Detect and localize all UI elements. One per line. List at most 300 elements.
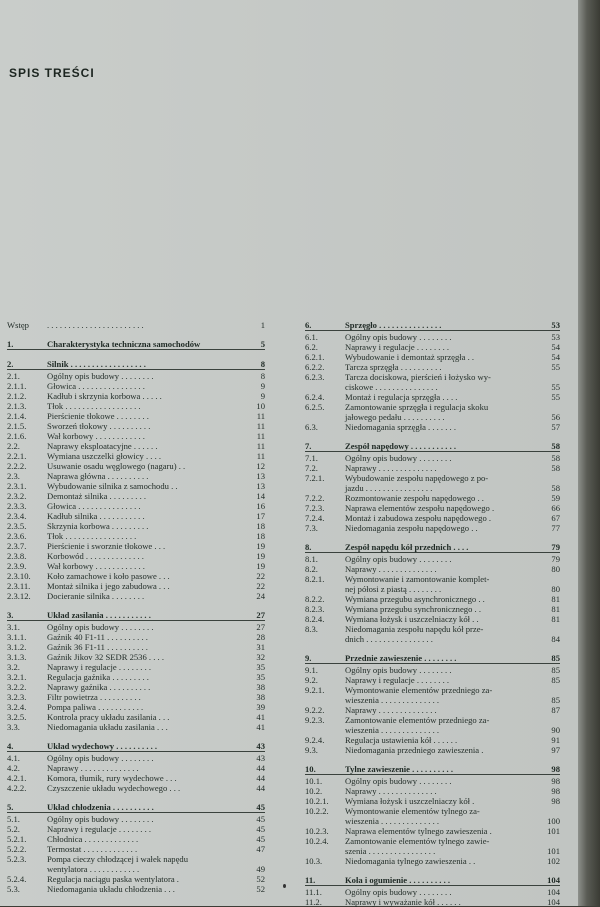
toc-entry-page: 11 — [256, 431, 265, 441]
toc-entry-page: 79 — [551, 554, 560, 564]
toc-entry — [7, 481, 265, 491]
toc-entry — [7, 461, 265, 471]
toc-entry — [7, 591, 265, 601]
toc-entry-title: Naprawy . . . . . . . . . . . . . . — [345, 463, 437, 473]
toc-entry-page: 45 — [256, 814, 265, 824]
toc-entry-title: Naprawy . . . . . . . . . . . . . . — [345, 564, 437, 574]
toc-entry — [305, 392, 560, 402]
toc-right-column — [305, 320, 560, 907]
toc-entry-number: 7.2.3. — [305, 503, 325, 513]
toc-entry-page: 101 — [547, 826, 560, 836]
toc-entry — [7, 814, 265, 824]
toc-entry-number: 2.3.8. — [7, 551, 27, 561]
toc-entry-title: Zamontowanie elementów tylnego zawie- — [345, 836, 490, 846]
toc-entry-title: Demontaż silnika . . . . . . . . . — [47, 491, 147, 501]
toc-entry — [7, 622, 265, 632]
toc-entry-title: Niedomagania układu chłodzenia . . . — [47, 884, 175, 894]
toc-entry-title: Naprawa elementów tylnego zawieszenia . — [345, 826, 492, 836]
toc-entry-page: 9 — [260, 391, 265, 401]
section-rule — [7, 751, 265, 752]
toc-entry — [305, 362, 560, 372]
toc-entry-page: 18 — [256, 531, 265, 541]
toc-entry-title: Skrzynia korbowa . . . . . . . . . — [47, 521, 149, 531]
toc-entry-title: Pompa paliwa . . . . . . . . . . . — [47, 702, 144, 712]
toc-entry-title: . . . . . . . . . . . . . . . . . . . . . . . — [47, 320, 144, 330]
toc-entry-page: 59 — [551, 493, 560, 503]
toc-entry-number: 2.2.1. — [7, 451, 27, 461]
toc-entry-title: Naprawy i regulacje . . . . . . . . — [345, 342, 450, 352]
toc-entry-number: 6.2.3. — [305, 372, 325, 382]
toc-entry-number: 4. — [7, 741, 14, 751]
toc-entry-title: Zamontowanie elementów przedniego za- — [345, 715, 490, 725]
toc-entry-page: 101 — [547, 846, 560, 856]
toc-entry — [7, 511, 265, 521]
toc-entry-number: 2.3.12. — [7, 591, 31, 601]
toc-entry-page: 104 — [547, 897, 560, 907]
toc-entry-page: 8 — [260, 371, 265, 381]
toc-entry — [7, 844, 265, 854]
toc-entry-page: 104 — [547, 875, 560, 885]
toc-entry-page: 10 — [256, 401, 265, 411]
toc-entry-number: 2.3.10. — [7, 571, 31, 581]
toc-entry — [305, 786, 560, 796]
toc-entry-title: Niedomagania sprzęgła . . . . . . . — [345, 422, 456, 432]
toc-entry-number: 10.2.2. — [305, 806, 329, 816]
toc-entry — [305, 503, 560, 513]
section-rule — [7, 349, 265, 350]
toc-entry-title: wieszenia . . . . . . . . . . . . . . — [345, 725, 440, 735]
toc-entry-title: Sprzęgło . . . . . . . . . . . . . . . — [345, 320, 442, 330]
toc-entry-number: 8.3. — [305, 624, 318, 634]
section-rule — [7, 620, 265, 621]
toc-entry-page: 80 — [551, 564, 560, 574]
toc-entry-title: Regulacja naciągu paska wentylatora . — [47, 874, 179, 884]
toc-entry-number: 4.2. — [7, 763, 20, 773]
toc-entry-number: 3.2.5. — [7, 712, 27, 722]
toc-entry-title: Naprawy gaźnika . . . . . . . . . . — [47, 682, 151, 692]
toc-entry-page: 19 — [256, 551, 265, 561]
toc-section-heading — [305, 542, 560, 552]
toc-entry — [7, 753, 265, 763]
toc-entry-page: 41 — [256, 722, 265, 732]
toc-entry-number: 9.2. — [305, 675, 318, 685]
toc-entry-title: Czyszczenie układu wydechowego . . . — [47, 783, 181, 793]
toc-entry-page: 56 — [551, 412, 560, 422]
toc-entry-number: 2.3.2. — [7, 491, 27, 501]
toc-entry-number: 6.2. — [305, 342, 318, 352]
toc-entry-page: 14 — [256, 491, 265, 501]
toc-entry-title: Wymiana przegubu asynchronicznego . . — [345, 594, 485, 604]
toc-entry — [7, 874, 265, 884]
toc-entry-page: 85 — [551, 653, 560, 663]
toc-entry-title: Wymiana uszczelki głowicy . . . . — [47, 451, 162, 461]
toc-entry-page: 28 — [256, 632, 265, 642]
toc-entry-title: Filtr powietrza . . . . . . . . . . — [47, 692, 141, 702]
toc-entry — [305, 453, 560, 463]
toc-entry-number: 10.2.1. — [305, 796, 329, 806]
toc-entry — [305, 372, 560, 382]
toc-entry-title: Ogólny opis budowy . . . . . . . . — [345, 887, 452, 897]
toc-entry — [305, 473, 560, 483]
toc-entry-page: 43 — [256, 753, 265, 763]
toc-entry — [7, 632, 265, 642]
toc-entry-title: Naprawy . . . . . . . . . . . . . . — [47, 763, 139, 773]
toc-entry — [7, 864, 265, 874]
toc-entry-title: Koła i ogumienie . . . . . . . . . . — [345, 875, 451, 885]
toc-entry-number: 2. — [7, 359, 14, 369]
toc-entry — [7, 561, 265, 571]
toc-entry — [305, 554, 560, 564]
toc-entry-title: Przednie zawieszenie . . . . . . . . — [345, 653, 457, 663]
toc-entry-page: 54 — [551, 342, 560, 352]
toc-entry-number: 11. — [305, 875, 316, 885]
toc-entry — [305, 352, 560, 362]
toc-entry — [305, 725, 560, 735]
toc-entry-number: 9.2.3. — [305, 715, 325, 725]
toc-section-heading — [305, 320, 560, 330]
toc-entry-number: 7.2. — [305, 463, 318, 473]
toc-entry-number: 3.2.3. — [7, 692, 27, 702]
toc-entry-title: Niedomagania zespołu napędowego . . — [345, 523, 478, 533]
toc-entry-title: Regulacja gaźnika . . . . . . . . . — [47, 672, 149, 682]
toc-entry-title: Tarcza sprzęgła . . . . . . . . . . — [345, 362, 442, 372]
toc-entry-title: Kontrola pracy układu zasilania . . . — [47, 712, 170, 722]
toc-entry — [305, 846, 560, 856]
toc-entry-number: 7.3. — [305, 523, 318, 533]
toc-entry-page: 80 — [551, 584, 560, 594]
toc-entry-title: ciskowe . . . . . . . . . . . . . . . — [345, 382, 438, 392]
toc-left-column — [7, 320, 265, 894]
toc-entry-title: Zespół napędowy . . . . . . . . . . . — [345, 441, 457, 451]
toc-entry-page: 11 — [256, 451, 265, 461]
toc-entry-title: Głowica . . . . . . . . . . . . . . . . — [47, 381, 145, 391]
toc-entry-title: Sworzeń tłokowy . . . . . . . . . . — [47, 421, 151, 431]
toc-entry-page: 98 — [551, 776, 560, 786]
toc-entry-title: Ogólny opis budowy . . . . . . . . — [47, 814, 154, 824]
toc-entry-title: Naprawy i regulacje . . . . . . . . — [47, 662, 152, 672]
toc-entry-number: 2.1.1. — [7, 381, 27, 391]
toc-entry-page: 39 — [256, 702, 265, 712]
toc-entry-page: 98 — [551, 764, 560, 774]
toc-entry-page: 45 — [256, 824, 265, 834]
toc-entry-title: Głowica . . . . . . . . . . . . . . . — [47, 501, 141, 511]
toc-entry-number: 8.2.4. — [305, 614, 325, 624]
toc-entry-title: Ogólny opis budowy . . . . . . . . — [345, 665, 452, 675]
toc-entry — [305, 604, 560, 614]
section-rule — [305, 552, 560, 553]
toc-entry — [7, 652, 265, 662]
toc-entry — [305, 826, 560, 836]
toc-entry-number: 10.1. — [305, 776, 323, 786]
toc-entry-title: Gaźnik 36 F1-11 . . . . . . . . . . — [47, 642, 148, 652]
toc-entry — [305, 634, 560, 644]
toc-entry — [7, 783, 265, 793]
toc-entry — [7, 381, 265, 391]
toc-entry-title: Docieranie silnika . . . . . . . . — [47, 591, 145, 601]
toc-entry-number: 3.1. — [7, 622, 20, 632]
toc-entry-title: Naprawy eksploatacyjne . . . . . . — [47, 441, 158, 451]
toc-entry-page: 38 — [256, 692, 265, 702]
toc-section-heading — [305, 764, 560, 774]
toc-entry-page: 58 — [551, 483, 560, 493]
toc-entry-title: Niedomagania tylnego zawieszenia . . — [345, 856, 476, 866]
toc-entry-title: Wał korbowy . . . . . . . . . . . . — [47, 431, 145, 441]
toc-entry-title: Tłok . . . . . . . . . . . . . . . . . — [47, 531, 137, 541]
toc-entry-page: 11 — [256, 441, 265, 451]
toc-entry-number: 2.3.6. — [7, 531, 27, 541]
toc-entry-page: 32 — [256, 652, 265, 662]
toc-entry-title: Niedomagania przedniego zawieszenia . — [345, 745, 484, 755]
toc-entry-title: Silnik . . . . . . . . . . . . . . . . . . — [47, 359, 146, 369]
toc-entry — [7, 712, 265, 722]
toc-entry-page: 17 — [256, 511, 265, 521]
toc-entry-page: 1 — [260, 320, 265, 330]
toc-entry-title: wieszenia . . . . . . . . . . . . . . — [345, 816, 440, 826]
toc-entry-title: Pierścienie i sworznie tłokowe . . . — [47, 541, 166, 551]
toc-entry-title: Ogólny opis budowy . . . . . . . . — [345, 453, 452, 463]
toc-entry-number: 2.1. — [7, 371, 20, 381]
toc-entry-number: 5. — [7, 802, 14, 812]
toc-entry — [7, 581, 265, 591]
toc-entry — [305, 594, 560, 604]
toc-entry-page: 9 — [260, 381, 265, 391]
toc-entry-number: 9.2.4. — [305, 735, 325, 745]
toc-entry-title: Regulacja ustawienia kół . . . . . . — [345, 735, 458, 745]
section-rule — [305, 451, 560, 452]
toc-entry — [305, 836, 560, 846]
toc-entry — [7, 571, 265, 581]
toc-entry-number: 2.1.3. — [7, 401, 27, 411]
toc-entry-number: 3.1.1. — [7, 632, 27, 642]
toc-entry-title: Gaźnik Jikov 32 SEDR 2536 . . . . — [47, 652, 164, 662]
toc-entry-number: 2.3.7. — [7, 541, 27, 551]
toc-entry-page: 85 — [551, 665, 560, 675]
toc-entry-page: 77 — [551, 523, 560, 533]
toc-entry-page: 90 — [551, 725, 560, 735]
toc-entry — [305, 513, 560, 523]
toc-entry-page: 11 — [256, 421, 265, 431]
toc-entry — [305, 382, 560, 392]
toc-section-heading — [7, 610, 265, 620]
toc-entry-title: Wymiana łożysk i uszczelniaczy kół . . — [345, 614, 479, 624]
toc-entry-page: 53 — [551, 320, 560, 330]
toc-entry-title: nej półosi z piastą . . . . . . . . — [345, 584, 442, 594]
toc-entry-number: 2.3.1. — [7, 481, 27, 491]
toc-entry — [305, 685, 560, 695]
toc-entry — [305, 856, 560, 866]
section-rule — [305, 774, 560, 775]
toc-entry-title: Kadłub silnika . . . . . . . . . . . — [47, 511, 145, 521]
toc-entry-title: Montaż i zabudowa zespołu napędowego . — [345, 513, 492, 523]
toc-entry-title: Rozmontowanie zespołu napędowego . . — [345, 493, 484, 503]
toc-entry-title: Pierścienie tłokowe . . . . . . . . — [47, 411, 149, 421]
toc-entry-number: 6.3. — [305, 422, 318, 432]
toc-entry-number: 6.2.2. — [305, 362, 325, 372]
section-rule — [7, 369, 265, 370]
toc-entry-page: 57 — [551, 422, 560, 432]
toc-entry-number: 7.1. — [305, 453, 318, 463]
toc-entry-title: Pompa cieczy chłodzącej i wałek napędu — [47, 854, 189, 864]
toc-entry — [7, 451, 265, 461]
toc-entry-number: 4.2.1. — [7, 773, 27, 783]
toc-entry — [7, 682, 265, 692]
toc-entry-title: Naprawy . . . . . . . . . . . . . . — [345, 705, 437, 715]
toc-entry-title: Ogólny opis budowy . . . . . . . . — [345, 776, 452, 786]
toc-entry-title: Termostat . . . . . . . . . . . . . — [47, 844, 138, 854]
toc-entry-page: 84 — [551, 634, 560, 644]
toc-entry-title: Naprawy i regulacje . . . . . . . . — [47, 824, 152, 834]
toc-entry — [305, 665, 560, 675]
toc-entry-number: 7.2.1. — [305, 473, 325, 483]
toc-entry-page: 13 — [256, 481, 265, 491]
toc-entry-number: 5.2.1. — [7, 834, 27, 844]
toc-entry-number: 5.2.2. — [7, 844, 27, 854]
toc-entry-page: 49 — [256, 864, 265, 874]
toc-entry-page: 98 — [551, 796, 560, 806]
toc-entry-title: Ogólny opis budowy . . . . . . . . — [47, 622, 154, 632]
toc-entry-page: 81 — [551, 614, 560, 624]
toc-entry-title: Wymiana przegubu synchronicznego . . — [345, 604, 481, 614]
toc-entry-number: 2.1.4. — [7, 411, 27, 421]
section-rule — [305, 663, 560, 664]
toc-entry — [7, 521, 265, 531]
toc-entry-number: 8.2.3. — [305, 604, 325, 614]
toc-entry-page: 24 — [256, 591, 265, 601]
toc-entry-number: 3.3. — [7, 722, 20, 732]
toc-entry-page: 54 — [551, 352, 560, 362]
toc-entry — [305, 483, 560, 493]
toc-entry-page: 55 — [551, 382, 560, 392]
toc-entry-page: 16 — [256, 501, 265, 511]
toc-entry-title: Chłodnica . . . . . . . . . . . . . — [47, 834, 139, 844]
toc-entry-page: 55 — [551, 362, 560, 372]
toc-entry-number: 8.2.1. — [305, 574, 325, 584]
toc-entry-number: Wstęp — [7, 320, 29, 330]
toc-entry-page: 44 — [256, 773, 265, 783]
toc-entry-title: Naprawy . . . . . . . . . . . . . . — [345, 786, 437, 796]
toc-entry — [7, 662, 265, 672]
toc-entry-page: 35 — [256, 662, 265, 672]
toc-entry — [7, 773, 265, 783]
toc-entry-title: Gaźnik 40 F1-11 . . . . . . . . . . — [47, 632, 148, 642]
toc-entry — [7, 672, 265, 682]
toc-entry-number: 2.3. — [7, 471, 20, 481]
toc-entry-page: 35 — [256, 672, 265, 682]
toc-entry-title: Naprawa elementów zespołu napędowego . — [345, 503, 495, 513]
toc-entry-number: 5.1. — [7, 814, 20, 824]
toc-entry — [305, 715, 560, 725]
toc-entry-title: Komora, tłumik, rury wydechowe . . . — [47, 773, 177, 783]
toc-entry — [305, 776, 560, 786]
toc-entry-page: 85 — [551, 695, 560, 705]
toc-entry-title: Tłok . . . . . . . . . . . . . . . . . . — [47, 401, 141, 411]
page-mark — [283, 884, 286, 888]
toc-entry-title: Korbowód . . . . . . . . . . . . . . — [47, 551, 144, 561]
toc-entry-number: 9.1. — [305, 665, 318, 675]
toc-entry-title: szenia . . . . . . . . . . . . . . . . — [345, 846, 436, 856]
toc-entry-number: 3. — [7, 610, 14, 620]
toc-entry — [305, 584, 560, 594]
toc-entry-page: 44 — [256, 783, 265, 793]
toc-entry — [305, 463, 560, 473]
toc-section-heading — [305, 875, 560, 885]
toc-entry-page: 19 — [256, 561, 265, 571]
toc-entry — [7, 531, 265, 541]
toc-entry-number: 5.3. — [7, 884, 20, 894]
toc-entry — [305, 675, 560, 685]
page-title: SPIS TREŚCI — [9, 66, 95, 80]
toc-entry — [7, 551, 265, 561]
toc-entry-page: 44 — [256, 763, 265, 773]
toc-entry-number: 9.2.1. — [305, 685, 325, 695]
toc-entry-number: 2.1.2. — [7, 391, 27, 401]
toc-entry-number: 1. — [7, 339, 14, 349]
toc-entry — [7, 441, 265, 451]
toc-entry — [305, 564, 560, 574]
toc-entry-number: 10.2. — [305, 786, 323, 796]
toc-entry-page: 31 — [256, 642, 265, 652]
toc-entry-number: 3.2. — [7, 662, 20, 672]
toc-entry-number: 2.3.11. — [7, 581, 31, 591]
toc-entry-number: 3.2.1. — [7, 672, 27, 682]
toc-entry-title: Układ zasilania . . . . . . . . . . . — [47, 610, 151, 620]
toc-entry — [7, 421, 265, 431]
toc-entry — [7, 391, 265, 401]
toc-entry-number: 4.1. — [7, 753, 20, 763]
toc-entry-number: 2.1.6. — [7, 431, 27, 441]
toc-entry-number: 3.1.2. — [7, 642, 27, 652]
toc-entry-number: 9.2.2. — [305, 705, 325, 715]
toc-entry-page: 100 — [547, 816, 560, 826]
toc-entry-page: 58 — [551, 441, 560, 451]
toc-entry-number: 8. — [305, 542, 312, 552]
toc-entry-page: 55 — [551, 392, 560, 402]
toc-entry — [7, 642, 265, 652]
toc-entry — [7, 541, 265, 551]
toc-entry-page: 47 — [256, 844, 265, 854]
toc-entry-number: 6.2.5. — [305, 402, 325, 412]
toc-entry-title: Ogólny opis budowy . . . . . . . . — [345, 554, 452, 564]
toc-entry-page: 27 — [256, 610, 265, 620]
toc-entry-page: 45 — [256, 834, 265, 844]
toc-entry-number: 7.2.4. — [305, 513, 325, 523]
toc-entry-title: Koło zamachowe i koło pasowe . . . — [47, 571, 170, 581]
toc-entry-page: 18 — [256, 521, 265, 531]
toc-entry-number: 8.2.2. — [305, 594, 325, 604]
toc-entry-title: Ogólny opis budowy . . . . . . . . — [345, 332, 452, 342]
toc-entry-title: Ogólny opis budowy . . . . . . . . — [47, 753, 154, 763]
toc-entry — [305, 574, 560, 584]
toc-entry-title: Charakterystyka techniczna samochodów — [47, 339, 201, 349]
toc-entry — [7, 471, 265, 481]
toc-entry-page: 66 — [551, 503, 560, 513]
toc-entry-number: 10.3. — [305, 856, 323, 866]
toc-entry-number: 8.1. — [305, 554, 318, 564]
toc-entry-title: Wymontowanie elementów tylnego za- — [345, 806, 480, 816]
toc-entry-title: Układ wydechowy . . . . . . . . . . — [47, 741, 158, 751]
toc-entry — [7, 431, 265, 441]
toc-entry-title: Naprawa główna . . . . . . . . . . — [47, 471, 149, 481]
toc-entry-number: 9. — [305, 653, 312, 663]
toc-entry — [7, 824, 265, 834]
toc-entry-page: 91 — [551, 735, 560, 745]
toc-entry-page: 45 — [256, 802, 265, 812]
toc-entry-number: 11.2. — [305, 897, 322, 907]
toc-entry-title: Naprawy i regulacje . . . . . . . . — [345, 675, 450, 685]
section-rule — [305, 330, 560, 331]
toc-entry-page: 8 — [260, 359, 265, 369]
toc-entry-title: Naprawy i wyważanie kół . . . . . . — [345, 897, 461, 907]
